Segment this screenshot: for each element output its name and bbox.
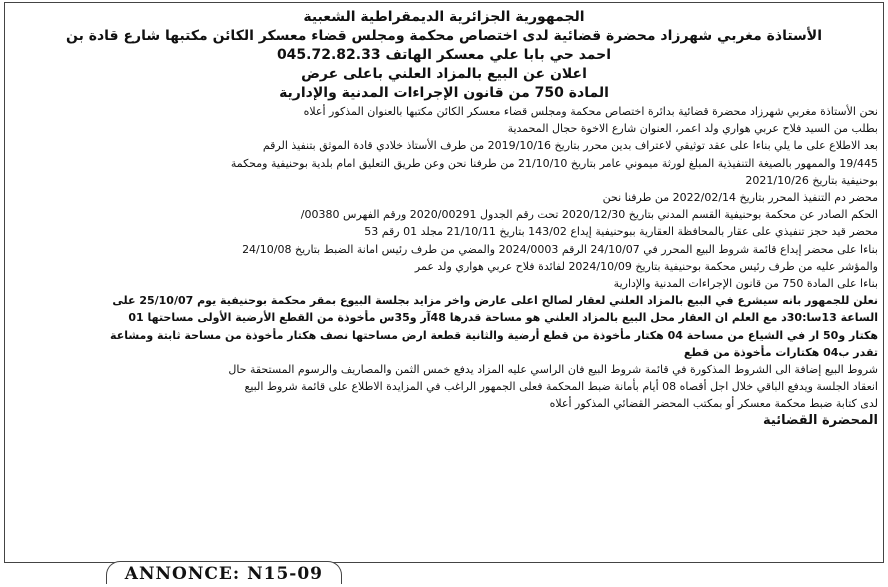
body-line: بناءا على محضر إيداع قائمة شروط البيع المحرر في 24/10/07 الرقم 2024/0003 والمضي من طرف رئيس امانة الضبط بتاريخ 24/10/08 — [242, 242, 878, 256]
header-article: المادة 750 من قانون الإجراءات المدنية والإدارية — [279, 85, 609, 101]
body-line: الساعة 13سا:30د مع العلم ان العقار محل البيع بالمزاد العلني هو مساحة قدرها 48آر و35س مأخوذة من القطع الأرضية الأولى مساحتها 01 — [128, 311, 878, 325]
body-line: هكتار و50 ار في الشياع من مساحة 04 هكتار مأخوذة من قطع أرضية والثانية قطعة ارض مساحتها نصف هكتار مأخوذة من مساحة ثابتة ومشاعة — [110, 328, 878, 342]
body-line: لدى كتابة ضبط محكمة معسكر أو بمكتب المحضر القضائي المذكور أعلاه — [549, 397, 878, 411]
header-republic: الجمهورية الجزائرية الديمقراطية الشعبية — [303, 9, 585, 25]
announcement-content — [6, 2, 882, 428]
body-line: بناءا على المادة 750 من قانون الإجراءات المدنية والإدارية — [613, 277, 878, 291]
body-line: نحن الأستاذة مغربي شهرزاد محضرة قضائية بدائرة اختصاص محكمة ومجلس قضاء معسكر الكائن مكتبها بالعنوان المذكور أعلاه — [303, 105, 878, 118]
annonce-number: ANNONCE: N15-09 — [106, 561, 342, 584]
body-line: تقدر ب04 هكتارات مأخوذة من قطع — [683, 345, 878, 359]
body-line: بعد الاطلاع على ما يلي بناءا على عقد توثيقي لاعتراف بدين محرر بتاريخ 2019/10/16 من طرف الأستاذ خلادي قادة الموثق بتنفيذ الرقم — [262, 139, 878, 153]
body-line: شروط البيع إضافة الى الشروط المذكورة في قائمة شروط البيع فان الراسي عليه المزاد يدفع خمس الثمن والمصاريف والرسوم المستحقة حال — [228, 363, 878, 377]
annonce-stamp — [4, 559, 342, 585]
body-line: محضر دم التنفيذ المحرر بتاريخ 2022/02/14 من طرفنا نحن — [602, 191, 878, 205]
body-last-row — [10, 395, 878, 412]
body-line: محضر قيد حجز تنفيذي على عقار بالمحافظة العقارية ببوحنيفية إيداع 143/02 بتاريخ 21/10/11 مجلد 01 رقم 53 — [364, 225, 878, 239]
body-line: انعقاد الجلسة ويدفع الباقي خلال اجل أقصاه 08 أيام بأمانة ضبط المحكمة فعلى الجمهور الراغب في المزايدة الاطلاع على قائمة شروط البيع — [244, 380, 878, 394]
body-line: بوحنيفية بتاريخ 2021/10/26 — [745, 173, 878, 187]
body-line: والمؤشر عليه من طرف رئيس محكمة بوحنيفية بتاريخ 2024/10/09 لفائدة فلاح عربي هواري ولد عمر — [414, 259, 878, 273]
header-bailiff-line-1: الأستاذة مغربي شهرزاد محضرة قضائية لدى اختصاص محكمة ومجلس قضاء معسكر الكائن مكتبها شارع قادة بن — [65, 28, 823, 44]
signature: المحضرة القضائية — [763, 412, 878, 428]
header-bailiff-line-2: احمد حي بابا علي معسكر الهاتف 045.72.82.33 — [276, 47, 612, 63]
body-line: بطلب من السيد فلاح عربي هواري ولد اعمر، العنوان شارع الاخوة حجال المحمدية — [507, 122, 878, 136]
header-sale-title: اعلان عن البيع بالمزاد العلني باعلى عرض — [301, 66, 587, 82]
body-line: نعلن للجمهور بانه سيشرع في البيع بالمزاد العلني لعقار لصالح اعلى عارض واخر مزايد بجلسة البيوع بمقر محكمة بوحنيفية يوم 25/10/07 على — [112, 294, 878, 308]
body-line: الحكم الصادر عن محكمة بوحنيفية القسم المدني بتاريخ 2020/12/30 تحت رقم الجدول 2020/00291 ورقم الفهرس 00380/ — [300, 208, 878, 222]
body-line: 19/445 والممهور بالصيغة التنفيذية المبلغ لورثة ميموني عامر بتاريخ 21/10/10 من طرفنا نحن وعن طريق التعليق امام بلدية بوحنيفية ومحكمة — [230, 156, 878, 170]
